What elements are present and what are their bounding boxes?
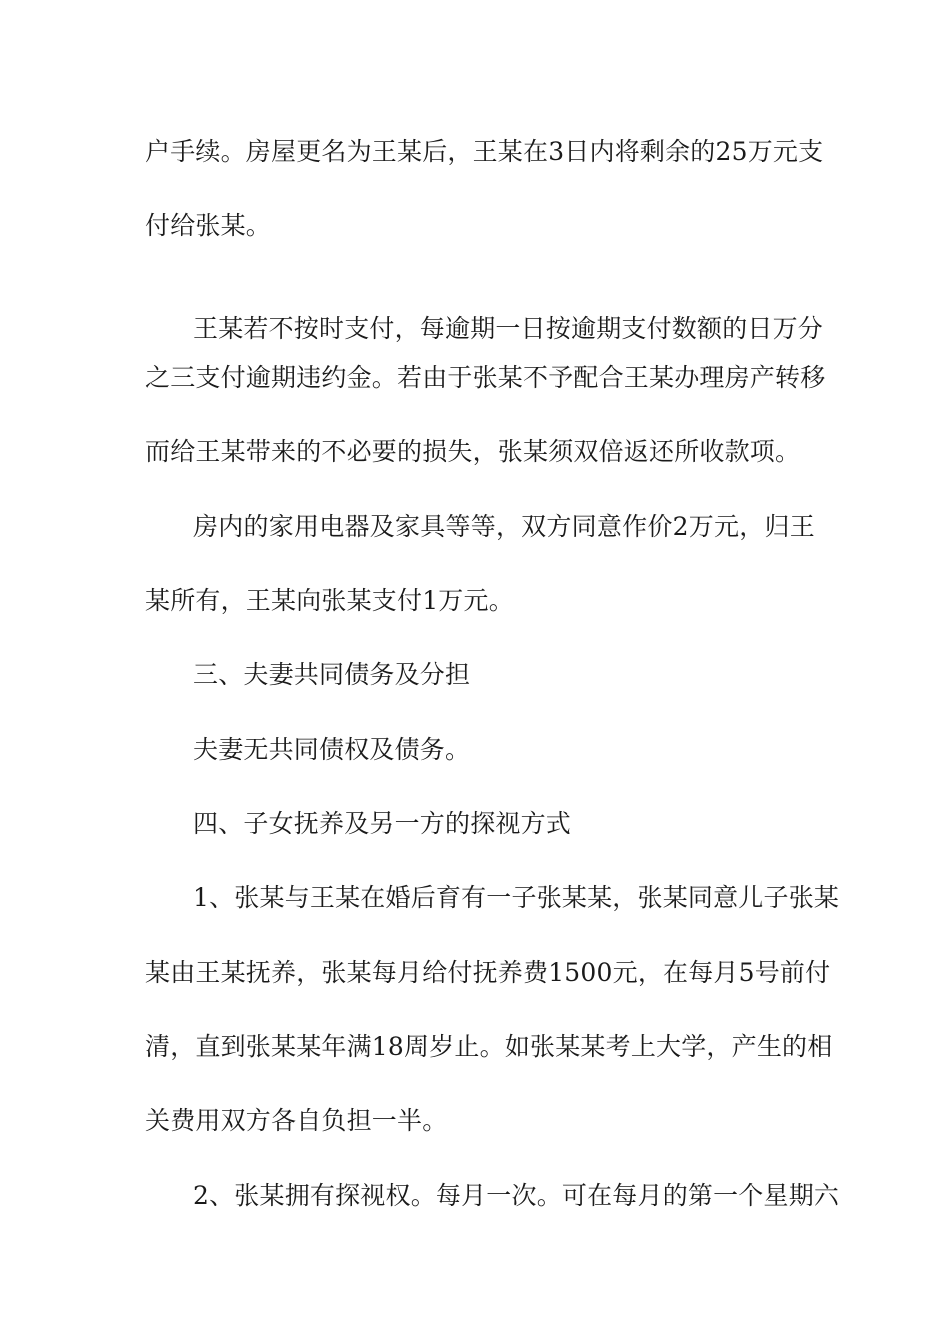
text-line: 而给王某带来的不必要的损失，张某须双倍返还所收款项。 (145, 437, 801, 466)
section-heading: 四、子女抚养及另一方的探视方式 (193, 809, 572, 838)
text-line: 1、张某与王某在婚后育有一子张某某，张某同意儿子张某 (193, 883, 840, 912)
text-line: 之三支付逾期违约金。若由于张某不予配合王某办理房产转移 (145, 363, 826, 392)
text-line: 2、张某拥有探视权。每月一次。可在每月的第一个星期六 (193, 1181, 840, 1210)
text-line: 某由王某抚养，张某每月给付抚养费1500元，在每月5号前付 (145, 958, 831, 987)
text-line: 房内的家用电器及家具等等，双方同意作价2万元，归王 (193, 512, 815, 541)
text-line: 王某若不按时支付，每逾期一日按逾期支付数额的日万分 (193, 314, 824, 343)
text-line: 夫妻无共同债权及债务。 (193, 735, 471, 764)
text-line: 关费用双方各自负担一半。 (145, 1106, 448, 1135)
section-heading: 三、夫妻共同债务及分担 (193, 660, 471, 689)
text-line: 清，直到张某某年满18周岁止。如张某某考上大学，产生的相 (145, 1032, 833, 1061)
text-line: 某所有，王某向张某支付1万元。 (145, 586, 514, 615)
text-line: 付给张某。 (145, 211, 272, 240)
text-line: 户手续。房屋更名为王某后，王某在3日内将剩余的25万元支 (145, 137, 824, 166)
